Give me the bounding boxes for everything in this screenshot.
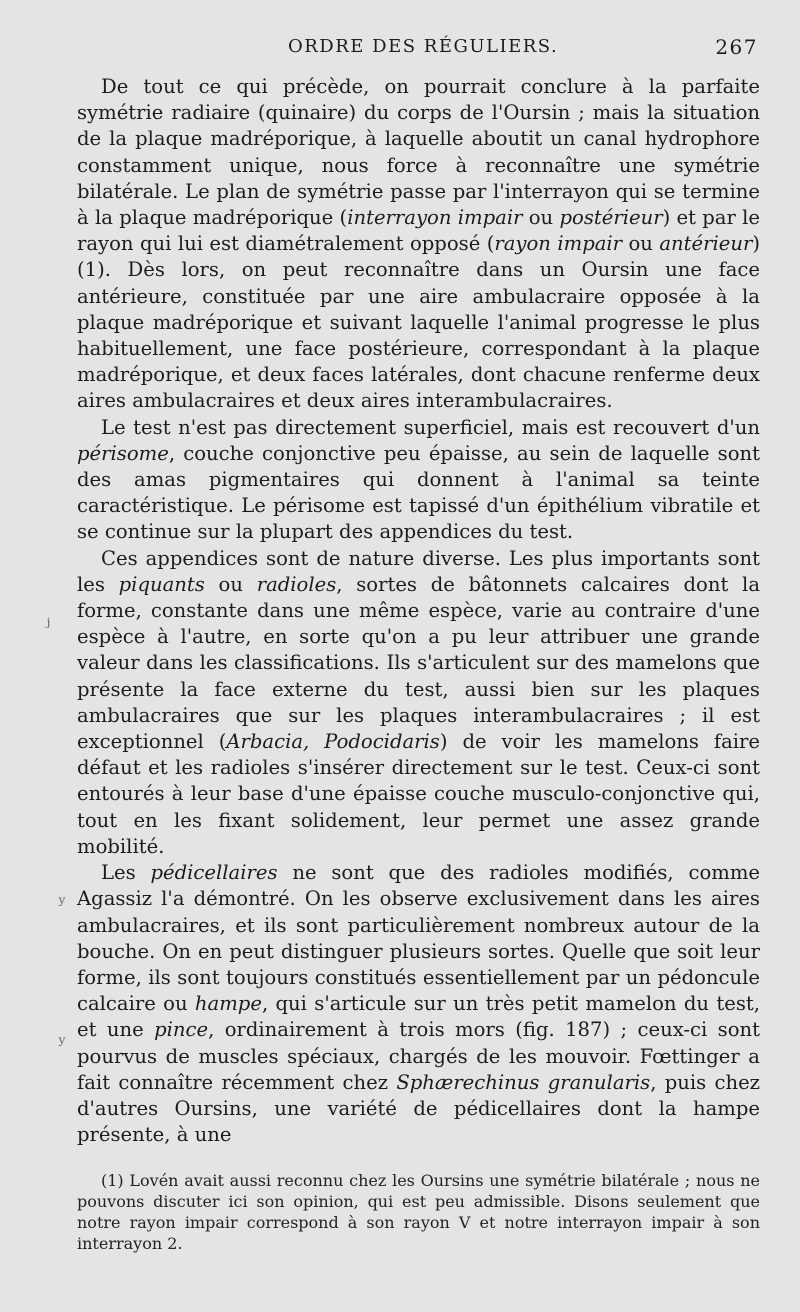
- text-run: ou: [622, 232, 660, 256]
- footnote: (1) Lovén avait aussi reconnu chez les Oursins une symétrie bilatérale ; nous ne pouvons discuter ici son opinion, qui est peu admissible. Disons seulement que notre rayon impair correspond à son rayon V et notre interrayon impair à son interrayon 2.: [77, 1171, 760, 1254]
- page-header: [77, 34, 760, 64]
- italic-term: interrayon impair: [347, 206, 523, 230]
- text-run: , puis chez d'autres Oursins, une variété de pédicellaires dont la hampe présente, à une: [77, 1070, 760, 1147]
- italic-term: rayon impair: [494, 232, 623, 256]
- body-text: [77, 74, 760, 1148]
- italic-term: pédicellaires: [150, 861, 278, 885]
- text-run: ) et par le rayon qui lui est diamétralement opposé (: [77, 206, 761, 256]
- italic-term: Sphærechinus granularis: [396, 1070, 651, 1094]
- paragraph-perisome: [77, 415, 760, 546]
- text-run: , sortes de bâtonnets calcaires dont la forme, constante dans une même espèce, varie au contraire d'une espèce à l'autre, en sorte qu'on a pu leur attribuer une grande valeur dans les classifications. Ils s'articulent sur des mamelons que présente la face externe du test, aussi bien sur les plaques ambulacraires que sur les plaques interambulacraires ; il est exceptionnel (: [77, 572, 760, 754]
- page-number: 267: [715, 35, 758, 59]
- text-run: , couche conjonctive peu épaisse, au sein de laquelle sont des amas pigmentaires qui donnent à l'animal sa teinte caractéristique. Le périsome est tapissé d'un épithélium vibratile et se continue sur la plupart des appendices du test.: [77, 441, 760, 544]
- text-run: Les: [101, 861, 151, 885]
- running-head: ORDRE DES RÉGULIERS.: [288, 36, 559, 57]
- italic-term: postérieur: [559, 206, 663, 230]
- margin-pencil-mark: ʸ: [58, 1031, 67, 1055]
- italic-term: pince: [154, 1018, 209, 1042]
- text-run: Le test n'est pas directement superficiel, mais est recouvert d'un: [101, 415, 760, 439]
- italic-term: hampe: [194, 992, 262, 1016]
- margin-pencil-mark: ʸ: [58, 891, 67, 915]
- text-run: ) de voir les mamelons faire défaut et les radioles s'insérer directement sur le test. Ceux-ci sont entourés à leur base d'une épaisse couche musculo-conjonctive qui, tout en les fixant solidement, leur permet une assez grande mobilité.: [77, 730, 761, 858]
- italic-term: radioles: [256, 572, 337, 596]
- text-run: De tout ce qui précède, on pourrait conclure à la parfaite symétrie radiaire (quinaire) du corps de l'Oursin ; mais la situation de la plaque madréporique, à laquelle aboutit un canal hydrophore constamment unique, nous force à reconnaître une symétrie bilatérale. Le plan de symétrie passe par l'interrayon qui se termine à la plaque madréporique (: [77, 75, 760, 230]
- text-run: ne sont que des radioles modifiés, comme Agassiz l'a démontré. On les observe exclusivement dans les aires ambulacraires, et ils sont particulièrement nombreux autour de la bouche. On en peut distinguer plusieurs sortes. Quelle que soit leur forme, ils sont toujours constitués essentiellement par un pédoncule calcaire ou: [77, 861, 760, 1016]
- text-run: ) (1). Dès lors, on peut reconnaître dans un Oursin une face antérieure, constituée par une aire ambulacraire opposée à la plaque madréporique et suivant laquelle l'animal progresse le plus habituellement, une face postérieure, correspondant à la plaque madréporique, et deux faces latérales, dont chacune renferme deux aires ambulacraires et deux aires interambulacraires.: [77, 232, 760, 413]
- italic-term: piquants: [118, 572, 205, 596]
- text-run: , ordinairement à trois mors (fig. 187) ; ceux-ci sont pourvus de muscles spéciaux, chargés de les mouvoir. Fœttinger a fait connaître récemment chez: [77, 1018, 760, 1094]
- text-run: ou: [204, 572, 257, 596]
- italic-term: Arbacia, Podocidaris: [226, 730, 440, 754]
- margin-pencil-mark: ʲ: [45, 613, 51, 637]
- text-run: Ces appendices sont de nature diverse. Les plus importants sont les: [77, 546, 760, 596]
- paragraph-pedicellaires: [77, 860, 760, 1148]
- paragraph-appendices: [77, 546, 760, 860]
- italic-term: périsome: [77, 441, 169, 465]
- text-run: , qui s'articule sur un très petit mamelon du test, et une: [77, 992, 760, 1042]
- italic-term: antérieur: [659, 232, 753, 256]
- paragraph-symmetry: [77, 74, 760, 415]
- text-run: ou: [522, 206, 560, 230]
